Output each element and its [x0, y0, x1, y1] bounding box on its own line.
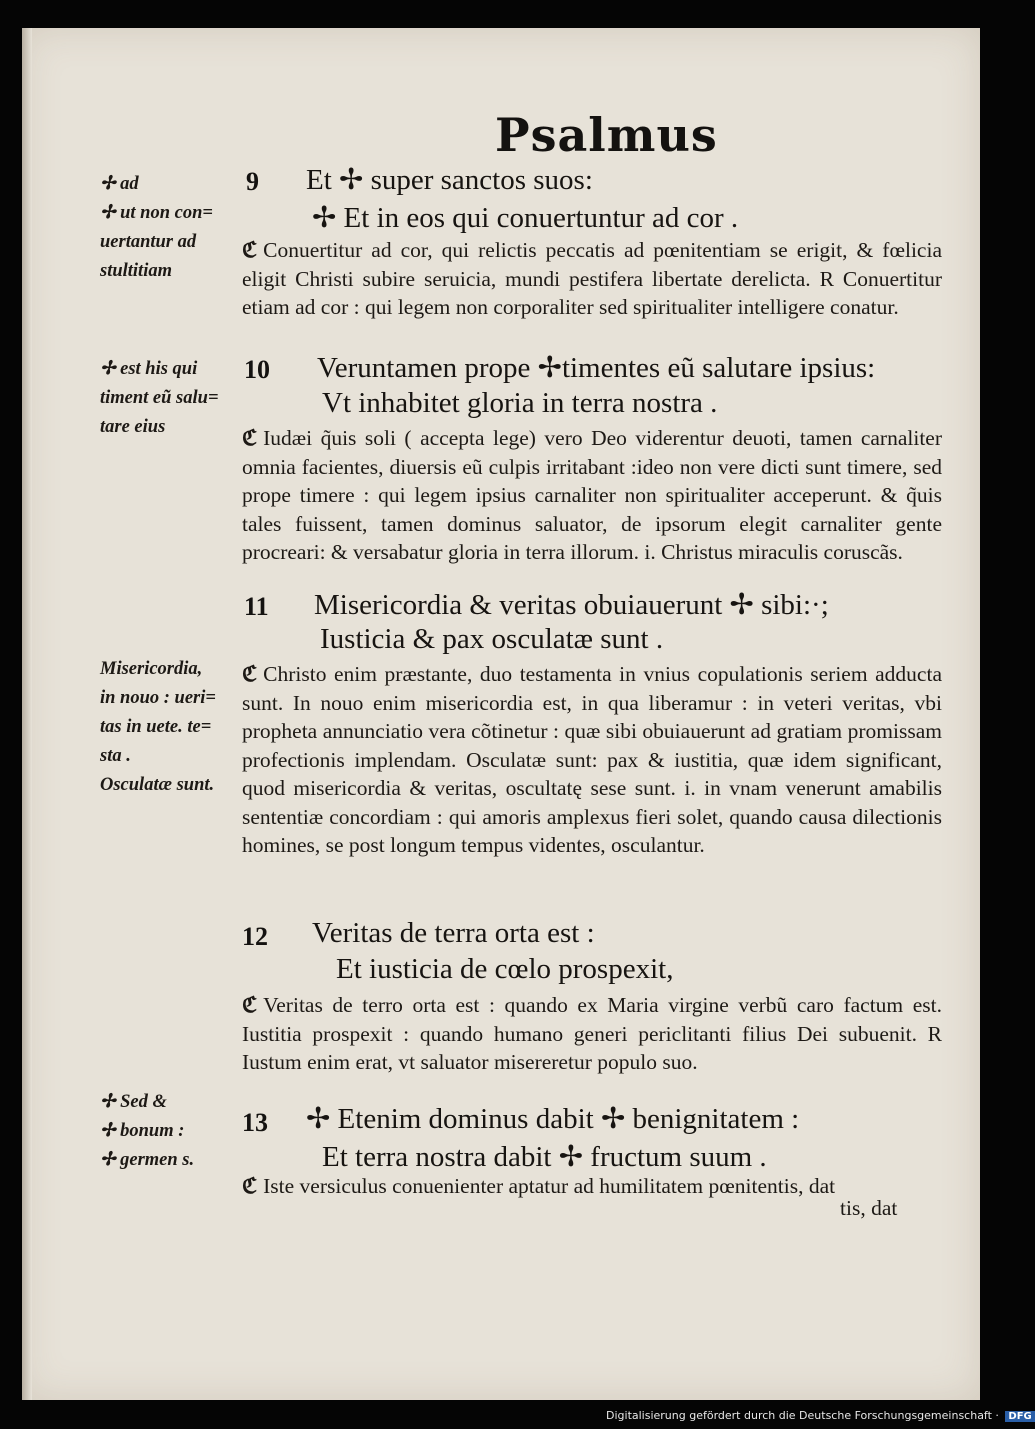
- verse-line: Et terra nostra dabit ✢ fructum suum .: [322, 1141, 767, 1173]
- verse-number: 10: [244, 355, 270, 384]
- margin-note-line: Misericordia,: [100, 659, 203, 679]
- verse-line: ✢ Etenim dominus dabit ✢ benignitatem :: [306, 1103, 800, 1135]
- margin-note-line: ✢ est his qui: [100, 359, 198, 379]
- credit-text: Digitalisierung gefördert durch die Deutsche Forschungsgemeinschaft ·: [606, 1409, 999, 1422]
- margin-note-line: Osculatæ sunt.: [100, 775, 215, 795]
- commentary-paragraph: [242, 424, 942, 567]
- commentary-text: Iste versiculus conuenienter aptatur ad humilitatem pœnitentis, dat: [263, 1174, 836, 1198]
- pilcrow-icon: ℭ: [242, 1174, 258, 1198]
- running-head: Psalmus: [495, 108, 718, 162]
- page-gutter-shadow: [22, 28, 32, 1400]
- verse-line: Iusticia & pax osculatæ sunt .: [320, 623, 664, 655]
- verse-number: 13: [242, 1108, 268, 1137]
- digitization-credit: [606, 1409, 1035, 1422]
- pilcrow-icon: ℭ: [242, 662, 258, 686]
- margin-note-line: uertantur ad: [100, 232, 197, 252]
- margin-note-line: ✢ germen s.: [100, 1150, 195, 1170]
- verse-number: 11: [244, 592, 269, 621]
- commentary-text: Veritas de terro orta est : quando ex Maria virgine verbũ caro factum est. Iustitia prospexit : quando humano generi periclitanti filius Dei subuenit. R Iustum enim erat, vt saluator misereretur populo suo.: [242, 993, 942, 1074]
- verse-line: Vt inhabitet gloria in terra nostra .: [322, 387, 718, 419]
- catchword: tis, dat: [840, 1196, 898, 1220]
- margin-note-line: ✢ Sed &: [100, 1092, 167, 1112]
- commentary-text: Iudæi q̃uis soli ( accepta lege) vero Deo viderentur deuoti, tamen carnaliter omnia facientes, diuersis eũ culpis irritabant :ideo non vere dicti sunt timere, sed prope timere : qui legem ipsius carnaliter non spiritualiter acceperunt. & q̃uis tales fuissent, tamen dominus saluator, de ipsorum elegit carnaliter gente procreari: & versabatur gloria in terra illorum. i. Christus miraculis coruscãs.: [242, 426, 942, 564]
- verse-line: Et iusticia de cœlo prospexit,: [336, 953, 674, 985]
- commentary-paragraph: [242, 660, 942, 860]
- verse-line: Misericordia & veritas obuiauerunt ✢ sibi:·;: [314, 589, 829, 621]
- verse-line: Veritas de terra orta est :: [312, 917, 595, 949]
- pilcrow-icon: ℭ: [242, 993, 258, 1017]
- verse-number: 12: [242, 922, 268, 951]
- margin-note-line: ✢ ut non con=: [100, 203, 213, 223]
- margin-note-line: ✢ bonum :: [100, 1121, 185, 1141]
- verse-line: ✢ Et in eos qui conuertuntur ad cor .: [312, 202, 739, 234]
- commentary-paragraph: [242, 236, 942, 322]
- margin-note-line: ✢ ad: [100, 174, 139, 194]
- margin-note-2: [100, 355, 240, 442]
- margin-note-3: [100, 655, 240, 800]
- margin-note-line: in nouo : ueri=: [100, 688, 216, 708]
- commentary-text: Christo enim præstante, duo testamenta in vnius copulationis seriem adducta sunt. In nouo enim misericordia est, in qua liberamur : in veteri veritas, vbi propheta annunciatio vera cõtinetur : quæ sibi obuiauerunt ad gratiam promissam profectionis implendam. Osculatæ sunt: pax & iustitia, quæ idem significant, quod misericordia & veritas, oscultatę sese sunt. i. in vnam venerunt amabilis sententiæ concordiam : qui amoris amplexus fieri solet, quando causa dilectionis homines, se post longum tempus videntes, osculantur.: [242, 662, 942, 857]
- commentary-paragraph: [242, 1172, 942, 1201]
- margin-note-line: stultitiam: [100, 261, 172, 281]
- margin-note-line: timent eũ salu=: [100, 388, 219, 408]
- pilcrow-icon: ℭ: [242, 238, 258, 262]
- margin-note-4: [100, 1088, 240, 1175]
- margin-note-line: tas in uete. te=: [100, 717, 212, 737]
- verse-line: Veruntamen prope ✢timentes eũ salutare ipsius:: [317, 352, 876, 384]
- margin-note-line: sta .: [100, 746, 131, 766]
- dfg-logo: DFG: [1005, 1411, 1034, 1422]
- verse-number: 9: [246, 167, 259, 196]
- commentary-text: Conuertitur ad cor, qui relictis peccatis ad pœnitentiam se erigit, & fœlicia eligit Christi subire seruicia, mundi pestifera libertate derelicta. R Conuertitur etiam ad cor : qui legem non corporaliter sed spiritualiter intelligere conatur.: [242, 238, 942, 319]
- pilcrow-icon: ℭ: [242, 426, 258, 450]
- verse-line: Et ✢ super sanctos suos:: [306, 164, 593, 196]
- margin-note-line: tare eius: [100, 417, 166, 437]
- commentary-paragraph: [242, 991, 942, 1077]
- margin-note-1: [100, 170, 240, 286]
